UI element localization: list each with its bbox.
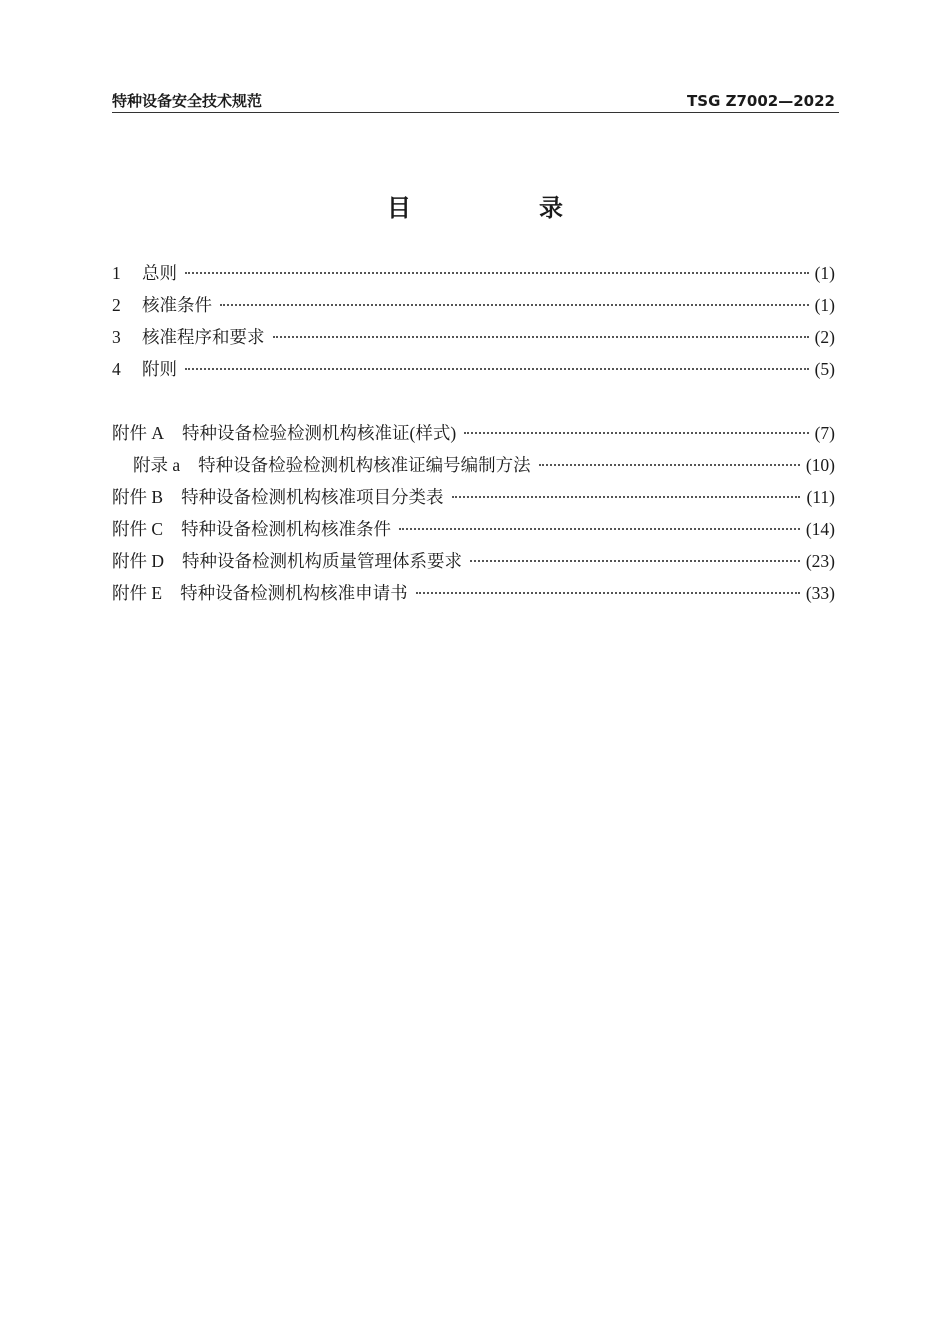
toc-dot-leader — [464, 432, 808, 434]
toc-appendix-page: (11) — [806, 487, 835, 507]
toc-dot-leader — [416, 592, 800, 594]
toc-entry-label: 总则 — [142, 263, 177, 283]
toc-main-list — [112, 257, 835, 385]
header-standard-code: TSG Z7002—2022 — [687, 92, 835, 110]
toc-dot-leader — [452, 496, 801, 498]
toc-appendix-entry[interactable] — [112, 481, 835, 513]
toc-entry-page: (5) — [814, 359, 835, 379]
toc-appendix-label: 特种设备检验检测机构核准证编号编制方法 — [198, 455, 531, 475]
toc-entry-page: (1) — [814, 263, 835, 283]
toc-entry[interactable] — [112, 257, 835, 289]
toc-appendix-number: 附件 B — [112, 487, 164, 507]
toc-appendix-page: (33) — [805, 583, 835, 603]
toc-entry-number: 4 — [112, 359, 121, 379]
toc-title: 目 录 — [387, 194, 615, 222]
toc-dot-leader — [399, 528, 800, 530]
toc-appendix-entry[interactable] — [112, 545, 835, 577]
toc-entry[interactable] — [112, 289, 835, 321]
toc-entry-label: 附则 — [142, 359, 177, 379]
header-title: 特种设备安全技术规范 — [112, 92, 263, 110]
toc-dot-leader — [185, 272, 809, 274]
toc-appendix-page: (23) — [805, 551, 835, 571]
toc-appendix-page: (7) — [814, 423, 835, 443]
toc-appendix-number: 附件 C — [112, 519, 164, 539]
toc-appendix-page: (10) — [805, 455, 835, 475]
toc-dot-leader — [273, 336, 809, 338]
toc-appendix-number: 附件 A — [112, 423, 165, 443]
toc-appendix-number: 附录 a — [133, 455, 181, 475]
toc-dot-leader — [220, 304, 809, 306]
toc-entry-page: (2) — [814, 327, 835, 347]
toc-dot-leader — [539, 464, 800, 466]
toc-appendix-label: 特种设备检测机构核准申请书 — [180, 583, 408, 603]
toc-appendix-page: (14) — [805, 519, 835, 539]
toc-dot-leader — [470, 560, 800, 562]
toc-appendix-list — [112, 417, 835, 609]
toc-entry[interactable] — [112, 321, 835, 353]
toc-appendix-label: 特种设备检验检测机构核准证(样式) — [182, 423, 457, 443]
toc-appendix-label: 特种设备检测机构质量管理体系要求 — [182, 551, 463, 571]
toc-appendix-entry[interactable] — [112, 417, 835, 449]
toc-entry[interactable] — [112, 353, 835, 385]
toc-entry-label: 核准程序和要求 — [142, 327, 265, 347]
toc-appendix-entry[interactable] — [112, 577, 835, 609]
toc-entry-page: (1) — [814, 295, 835, 315]
toc-appendix-number: 附件 E — [112, 583, 163, 603]
toc-entry-number: 2 — [112, 295, 121, 315]
page-header — [112, 90, 839, 113]
toc-appendix-label: 特种设备检测机构核准条件 — [181, 519, 392, 539]
toc-appendix-entry[interactable] — [112, 513, 835, 545]
toc-entry-number: 1 — [112, 263, 121, 283]
toc-dot-leader — [185, 368, 809, 370]
toc-appendix-label: 特种设备检测机构核准项目分类表 — [181, 487, 444, 507]
toc-entry-number: 3 — [112, 327, 121, 347]
toc-appendix-subentry[interactable] — [112, 449, 835, 481]
toc-appendix-number: 附件 D — [112, 551, 165, 571]
toc-entry-label: 核准条件 — [142, 295, 212, 315]
